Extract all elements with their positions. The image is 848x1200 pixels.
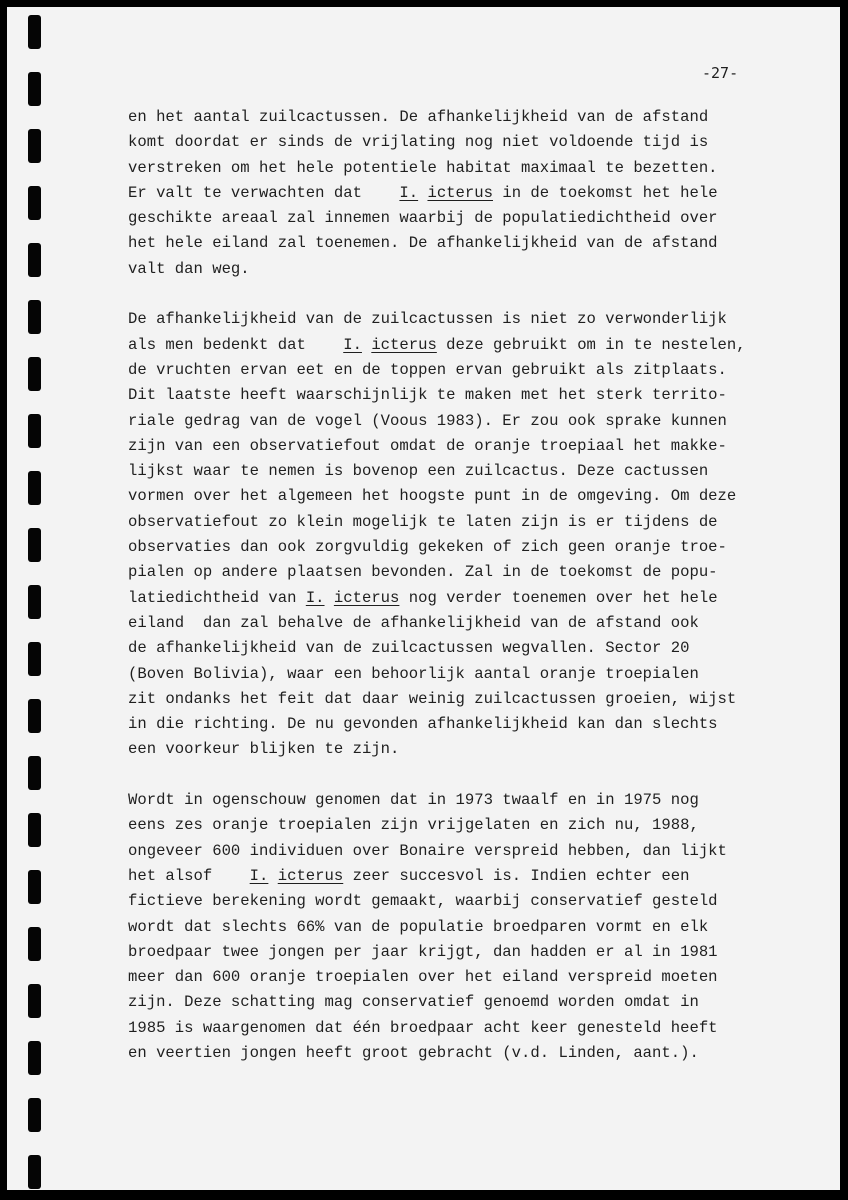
species-name: icterus	[277, 866, 344, 885]
species-name: I.	[343, 335, 362, 354]
text-run: 1985 is waargenomen dat één broedpaar acht keer genesteld heeft	[128, 1018, 718, 1037]
binding-hole	[28, 129, 41, 163]
binding-hole	[28, 984, 41, 1018]
text-run: geschikte areaal zal innemen waarbij de populatiedichtheid over	[128, 209, 718, 228]
text-line	[128, 586, 828, 611]
text-run: nog verder toenemen over het hele	[399, 588, 718, 607]
binding-holes	[7, 7, 67, 1190]
binding-hole	[28, 186, 41, 220]
document-page	[7, 7, 840, 1190]
text-run: zit ondanks het feit dat daar weinig zuilcactussen groeien, wijst	[128, 689, 737, 708]
binding-hole	[28, 1041, 41, 1075]
text-run	[362, 336, 371, 354]
body-text	[128, 105, 828, 1092]
text-run: zeer succesvol is. Indien echter een	[343, 866, 690, 885]
text-line	[128, 484, 828, 509]
binding-hole	[28, 813, 41, 847]
text-line	[128, 307, 828, 332]
text-run	[325, 589, 334, 607]
species-name: I.	[399, 183, 419, 202]
text-run: Wordt in ogenschouw genomen dat in 1973 twaalf en in 1975 nog	[128, 791, 699, 810]
text-line	[128, 409, 828, 434]
text-run: Dit laatste heeft waarschijnlijk te maken met het sterk territo-	[128, 386, 727, 405]
text-line	[128, 105, 828, 130]
binding-hole	[28, 72, 41, 106]
binding-hole	[28, 471, 41, 505]
text-line	[128, 383, 828, 408]
text-line	[128, 434, 828, 459]
text-line	[128, 156, 828, 181]
text-run: in de toekomst het hele	[492, 183, 718, 202]
binding-hole	[28, 699, 41, 733]
species-name: icterus	[427, 183, 493, 202]
text-run: de vruchten ervan eet en de toppen ervan gebruikt als zitplaats.	[128, 360, 727, 379]
text-run: een voorkeur blijken te zijn.	[128, 740, 400, 759]
page-number: -27-	[702, 64, 739, 82]
text-run: komt doordat er sinds de vrijlating nog niet voldoende tijd is	[128, 133, 709, 152]
paragraph	[128, 105, 828, 282]
text-run: observatiefout zo klein mogelijk te laten zijn is er tijdens de	[128, 512, 718, 531]
text-run: (Boven Bolivia), waar een behoorlijk aantal oranje troepialen	[128, 664, 699, 683]
text-run: en veertien jongen heeft groot gebracht (v.d. Linden, aant.).	[128, 1043, 699, 1062]
text-run: broedpaar twee jongen per jaar krijgt, dan hadden er al in 1981	[128, 942, 718, 961]
text-line	[128, 965, 828, 990]
text-line	[128, 257, 828, 282]
binding-hole	[28, 357, 41, 391]
binding-hole	[28, 585, 41, 619]
text-run: vormen over het algemeen het hoogste punt in de omgeving. Om deze	[128, 487, 737, 506]
text-run: het hele eiland zal toenemen. De afhankelijkheid van de afstand	[128, 234, 718, 253]
paragraph	[128, 788, 828, 1066]
text-line	[128, 864, 828, 889]
text-run: observaties dan ook zorgvuldig gekeken of zich geen oranje troe-	[128, 538, 727, 557]
text-line	[128, 130, 828, 155]
text-line	[128, 1016, 828, 1041]
text-run: fictieve berekening wordt gemaakt, waarbij conservatief gesteld	[128, 892, 718, 911]
text-line	[128, 611, 828, 636]
text-run: ongeveer 600 individuen over Bonaire verspreid hebben, dan lijkt	[128, 841, 727, 860]
text-line	[128, 839, 828, 864]
species-name: I.	[249, 866, 269, 885]
text-run	[268, 867, 277, 885]
text-run: riale gedrag van de vogel (Voous 1983). Er zou ook sprake kunnen	[128, 411, 727, 430]
text-line	[128, 915, 828, 940]
text-line	[128, 990, 828, 1015]
text-line	[128, 1041, 828, 1066]
binding-hole	[28, 15, 41, 49]
text-run: Er valt te verwachten dat	[128, 183, 400, 202]
text-run: zijn. Deze schatting mag conservatief genoemd worden omdat in	[128, 993, 699, 1012]
paragraph	[128, 307, 828, 762]
text-line	[128, 889, 828, 914]
binding-hole	[28, 414, 41, 448]
text-line	[128, 333, 828, 358]
binding-hole	[28, 927, 41, 961]
text-run: en het aantal zuilcactussen. De afhankelijkheid van de afstand	[128, 108, 709, 126]
text-line	[128, 459, 828, 484]
text-line	[128, 231, 828, 256]
species-name: icterus	[333, 588, 400, 607]
species-name: icterus	[371, 335, 437, 354]
binding-hole	[28, 642, 41, 676]
text-line	[128, 940, 828, 965]
text-line	[128, 788, 828, 813]
text-line	[128, 712, 828, 737]
text-run: eens zes oranje troepialen zijn vrijgelaten en zich nu, 1988,	[128, 816, 699, 835]
text-run: meer dan 600 oranje troepialen over het eiland verspreid moeten	[128, 968, 718, 987]
text-line	[128, 813, 828, 838]
text-line	[128, 560, 828, 585]
binding-hole	[28, 1098, 41, 1132]
binding-hole	[28, 870, 41, 904]
text-run: deze gebruikt om in te nestelen,	[436, 335, 746, 354]
text-line	[128, 662, 828, 687]
text-run: latiedichtheid van	[128, 588, 306, 607]
text-run: als men bedenkt dat	[128, 335, 344, 354]
binding-hole	[28, 1155, 41, 1189]
text-line	[128, 636, 828, 661]
binding-hole	[28, 300, 41, 334]
text-run: wordt dat slechts 66% van de populatie broedparen vormt en elk	[128, 917, 709, 936]
text-run: pialen op andere plaatsen bevonden. Zal in de toekomst de popu-	[128, 563, 718, 582]
text-line	[128, 535, 828, 560]
text-run: valt dan weg.	[128, 259, 250, 278]
binding-hole	[28, 243, 41, 277]
text-line	[128, 737, 828, 762]
text-run: zijn van een observatiefout omdat de oranje troepiaal het makke-	[128, 436, 727, 455]
text-run: verstreken om het hele potentiele habitat maximaal te bezetten.	[128, 158, 718, 177]
binding-hole	[28, 756, 41, 790]
text-line	[128, 206, 828, 231]
text-run: in die richting. De nu gevonden afhankelijkheid kan dan slechts	[128, 715, 718, 734]
text-line	[128, 510, 828, 535]
text-run: het alsof	[128, 866, 250, 885]
text-run: De afhankelijkheid van de zuilcactussen is niet zo verwonderlijk	[128, 310, 727, 329]
text-line	[128, 358, 828, 383]
text-line	[128, 687, 828, 712]
text-run: de afhankelijkheid van de zuilcactussen wegvallen. Sector 20	[128, 639, 690, 658]
binding-hole	[28, 528, 41, 562]
text-line	[128, 181, 828, 206]
text-run: eiland dan zal behalve de afhankelijkheid van de afstand ook	[128, 613, 699, 632]
species-name: I.	[305, 588, 325, 607]
text-run: lijkst waar te nemen is bovenop een zuilcactus. Deze cactussen	[128, 462, 709, 481]
